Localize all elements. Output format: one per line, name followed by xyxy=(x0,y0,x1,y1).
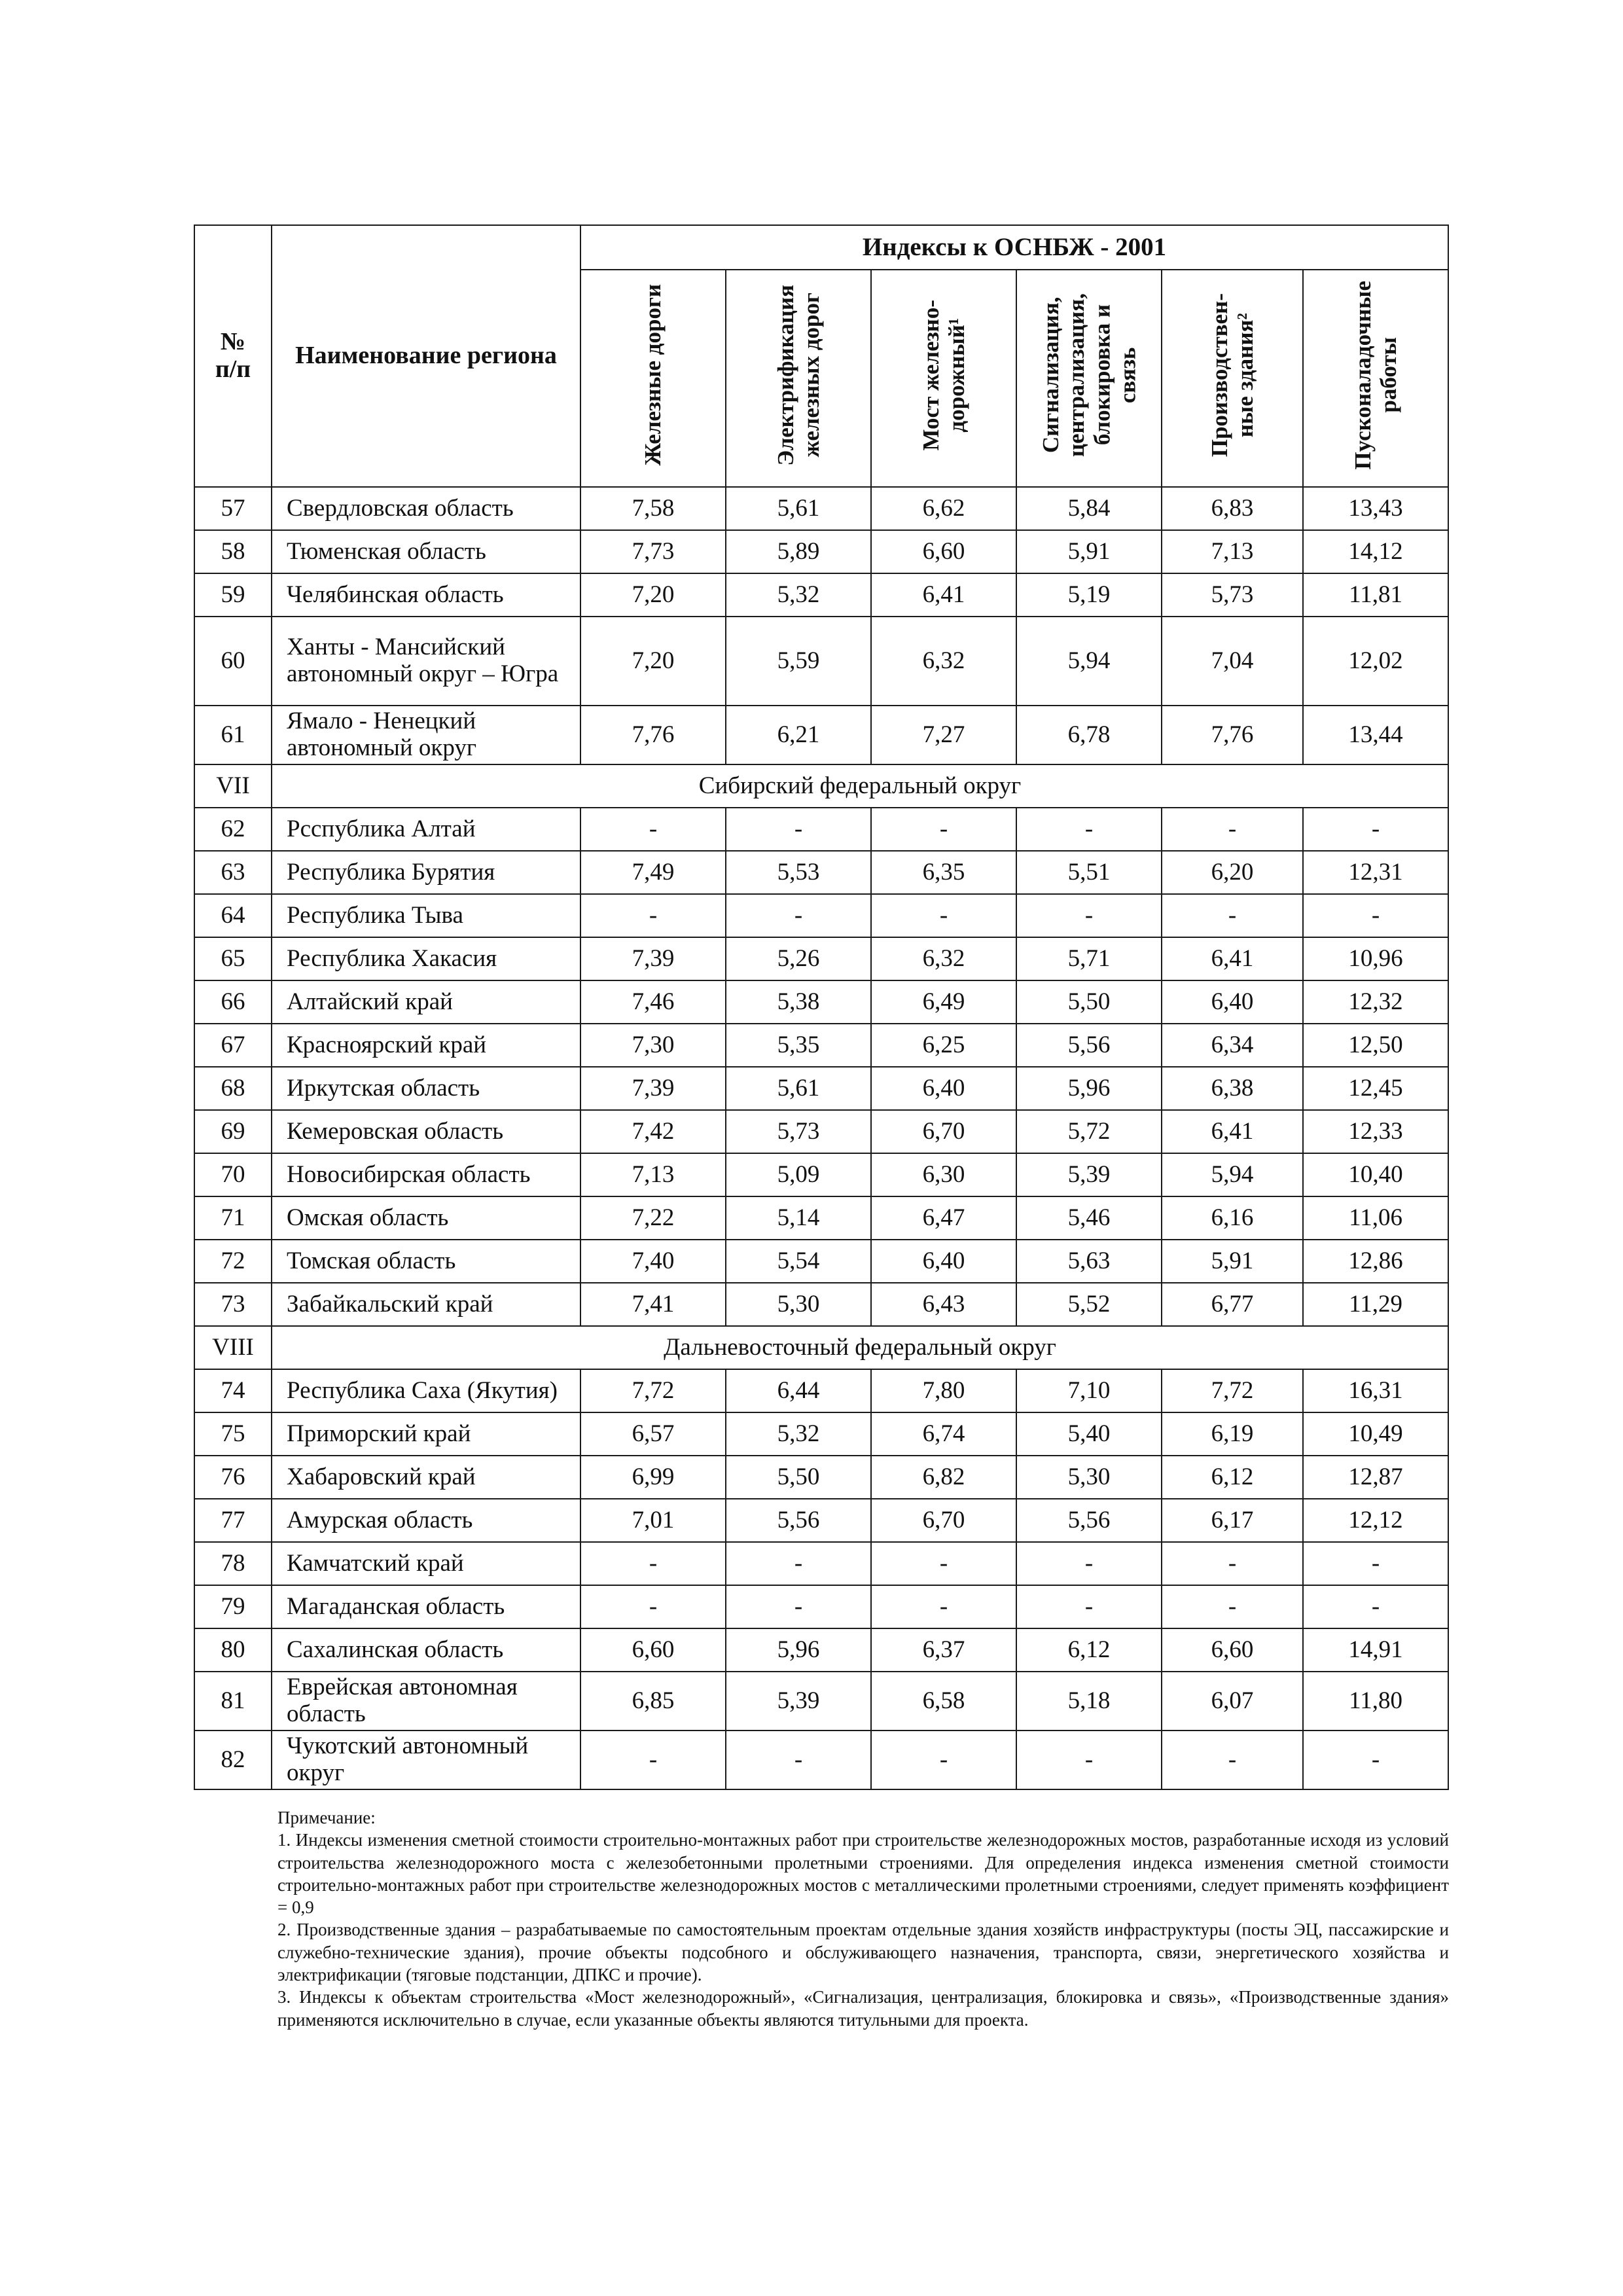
index-value: 12,02 xyxy=(1303,617,1448,706)
index-value: - xyxy=(1162,1731,1303,1789)
index-value: 5,40 xyxy=(1016,1412,1162,1456)
index-value: 5,30 xyxy=(726,1283,871,1326)
index-value: 7,39 xyxy=(580,1067,726,1110)
header-col-bridge: Мост железно- дорожный¹ xyxy=(871,270,1016,487)
row-number: 79 xyxy=(194,1585,272,1628)
row-number: 72 xyxy=(194,1240,272,1283)
index-value: 6,41 xyxy=(871,573,1016,617)
index-value: 5,84 xyxy=(1016,487,1162,530)
index-value: 5,35 xyxy=(726,1024,871,1067)
index-value: - xyxy=(580,808,726,851)
index-value: 5,30 xyxy=(1016,1456,1162,1499)
index-value: 6,47 xyxy=(871,1196,1016,1240)
index-value: 7,42 xyxy=(580,1110,726,1153)
index-value: 7,76 xyxy=(580,706,726,764)
region-name: Республика Тыва xyxy=(272,894,580,937)
index-value: 5,54 xyxy=(726,1240,871,1283)
region-name: Чукотский автономный округ xyxy=(272,1731,580,1789)
region-name: Челябинская область xyxy=(272,573,580,617)
index-value: 5,59 xyxy=(726,617,871,706)
region-name: Республика Хакасия xyxy=(272,937,580,980)
index-value: 11,06 xyxy=(1303,1196,1448,1240)
region-name: Республика Саха (Якутия) xyxy=(272,1369,580,1412)
row-number: 75 xyxy=(194,1412,272,1456)
index-value: 6,78 xyxy=(1016,706,1162,764)
index-value: 5,96 xyxy=(1016,1067,1162,1110)
region-name: Кемеровская область xyxy=(272,1110,580,1153)
region-name: Сахалинская область xyxy=(272,1628,580,1672)
index-value: 5,94 xyxy=(1162,1153,1303,1196)
table-row xyxy=(194,1628,1448,1672)
table-row xyxy=(194,851,1448,894)
index-value: - xyxy=(580,1731,726,1789)
index-value: 11,80 xyxy=(1303,1672,1448,1731)
region-name: Свердловская область xyxy=(272,487,580,530)
index-value: 10,40 xyxy=(1303,1153,1448,1196)
index-value: 5,73 xyxy=(726,1110,871,1153)
table-row xyxy=(194,706,1448,764)
section-number: VII xyxy=(194,764,272,808)
index-value: 6,34 xyxy=(1162,1024,1303,1067)
index-value: 6,32 xyxy=(871,937,1016,980)
index-value: 6,60 xyxy=(1162,1628,1303,1672)
index-value: 5,38 xyxy=(726,980,871,1024)
index-value: 7,30 xyxy=(580,1024,726,1067)
index-value: 6,20 xyxy=(1162,851,1303,894)
index-value: 6,74 xyxy=(871,1412,1016,1456)
index-value: - xyxy=(580,894,726,937)
index-value: 10,49 xyxy=(1303,1412,1448,1456)
index-value: 5,39 xyxy=(726,1672,871,1731)
row-number: 59 xyxy=(194,573,272,617)
index-value: 5,50 xyxy=(1016,980,1162,1024)
index-value: 5,73 xyxy=(1162,573,1303,617)
index-value: 5,91 xyxy=(1162,1240,1303,1283)
region-name: Приморский край xyxy=(272,1412,580,1456)
index-value: 7,40 xyxy=(580,1240,726,1283)
index-value: 12,32 xyxy=(1303,980,1448,1024)
index-value: 7,72 xyxy=(1162,1369,1303,1412)
header-col-railways: Железные дороги xyxy=(580,270,726,487)
index-value: - xyxy=(726,1585,871,1628)
index-value: 5,96 xyxy=(726,1628,871,1672)
section-title: Сибирский федеральный округ xyxy=(272,764,1448,808)
table-row xyxy=(194,530,1448,573)
index-value: 6,40 xyxy=(1162,980,1303,1024)
index-value: 7,46 xyxy=(580,980,726,1024)
header-indices-title: Индексы к ОСНБЖ - 2001 xyxy=(580,225,1448,270)
index-value: 6,43 xyxy=(871,1283,1016,1326)
region-name: Тюменская область xyxy=(272,530,580,573)
row-number: 61 xyxy=(194,706,272,764)
index-value: 6,40 xyxy=(871,1240,1016,1283)
row-number: 73 xyxy=(194,1283,272,1326)
index-value: - xyxy=(1162,1542,1303,1585)
table-row xyxy=(194,1283,1448,1326)
notes-title: Примечание: xyxy=(277,1808,376,1827)
row-number: 82 xyxy=(194,1731,272,1789)
header-num: № п/п xyxy=(194,225,272,487)
index-value: - xyxy=(1303,894,1448,937)
index-value: 5,91 xyxy=(1016,530,1162,573)
index-value: 12,33 xyxy=(1303,1110,1448,1153)
index-value: 6,44 xyxy=(726,1369,871,1412)
table-row xyxy=(194,1153,1448,1196)
index-value: 6,35 xyxy=(871,851,1016,894)
region-name: Республика Бурятия xyxy=(272,851,580,894)
note-item: 3. Индексы к объектам строительства «Мост железнодорожный», «Сигнализация, централизация, блокировка и связь», «Производственные здания» применяются исключительно в случае, если указанные объекты являются титульными для проекта. xyxy=(277,1987,1449,2030)
index-value: 5,50 xyxy=(726,1456,871,1499)
table-row xyxy=(194,1240,1448,1283)
index-value: 6,25 xyxy=(871,1024,1016,1067)
index-value: - xyxy=(871,1585,1016,1628)
row-number: 65 xyxy=(194,937,272,980)
index-value: 6,38 xyxy=(1162,1067,1303,1110)
note-item: 1. Индексы изменения сметной стоимости строительно-монтажных работ при строительстве железнодорожных мостов, разработанные исходя из условий строительства железнодорожного моста с железобетонными пролетными строениями. Для определения индекса изменения сметной стоимости строительно-монтажных работ при строительстве железнодорожных мостов с металлическими пролетными строениями, следует применять коэффициент = 0,9 xyxy=(277,1830,1449,1918)
index-value: 6,41 xyxy=(1162,937,1303,980)
index-value: - xyxy=(1016,894,1162,937)
row-number: 63 xyxy=(194,851,272,894)
index-value: 5,71 xyxy=(1016,937,1162,980)
index-value: 6,58 xyxy=(871,1672,1016,1731)
index-value: 7,13 xyxy=(1162,530,1303,573)
index-value: - xyxy=(871,1731,1016,1789)
index-value: 5,39 xyxy=(1016,1153,1162,1196)
index-value: - xyxy=(1303,1585,1448,1628)
index-value: 6,77 xyxy=(1162,1283,1303,1326)
header-region-name: Наименование региона xyxy=(272,225,580,487)
row-number: 66 xyxy=(194,980,272,1024)
index-value: - xyxy=(1162,808,1303,851)
index-value: - xyxy=(580,1585,726,1628)
index-value: 5,46 xyxy=(1016,1196,1162,1240)
row-number: 67 xyxy=(194,1024,272,1067)
index-value: 6,99 xyxy=(580,1456,726,1499)
header-col-signaling: Сигнализация, централизация, блокировка и связь xyxy=(1016,270,1162,487)
table-row xyxy=(194,573,1448,617)
index-value: - xyxy=(726,1731,871,1789)
index-value: 6,82 xyxy=(871,1456,1016,1499)
table-row xyxy=(194,487,1448,530)
section-number: VIII xyxy=(194,1326,272,1369)
index-value: - xyxy=(1162,1585,1303,1628)
index-value: 12,87 xyxy=(1303,1456,1448,1499)
index-value: - xyxy=(1016,1585,1162,1628)
table-row xyxy=(194,1585,1448,1628)
region-name: Рсспублика Алтай xyxy=(272,808,580,851)
index-value: 5,72 xyxy=(1016,1110,1162,1153)
index-value: 5,63 xyxy=(1016,1240,1162,1283)
table-row xyxy=(194,617,1448,706)
index-value: 16,31 xyxy=(1303,1369,1448,1412)
notes-block xyxy=(277,1806,1449,2031)
index-value: 7,04 xyxy=(1162,617,1303,706)
table-row xyxy=(194,1196,1448,1240)
index-value: 7,13 xyxy=(580,1153,726,1196)
index-value: 11,29 xyxy=(1303,1283,1448,1326)
index-value: 6,85 xyxy=(580,1672,726,1731)
index-value: 5,32 xyxy=(726,1412,871,1456)
index-value: 7,80 xyxy=(871,1369,1016,1412)
table-row xyxy=(194,937,1448,980)
index-value: 12,50 xyxy=(1303,1024,1448,1067)
index-value: 10,96 xyxy=(1303,937,1448,980)
table-row xyxy=(194,1369,1448,1412)
index-value: 7,20 xyxy=(580,573,726,617)
index-value: - xyxy=(1162,894,1303,937)
index-value: - xyxy=(726,808,871,851)
index-value: 6,12 xyxy=(1016,1628,1162,1672)
index-value: - xyxy=(1303,1542,1448,1585)
index-value: 7,22 xyxy=(580,1196,726,1240)
index-value: 5,19 xyxy=(1016,573,1162,617)
region-name: Алтайский край xyxy=(272,980,580,1024)
index-value: 5,14 xyxy=(726,1196,871,1240)
index-value: 5,56 xyxy=(1016,1499,1162,1542)
index-value: - xyxy=(1303,808,1448,851)
index-value: 6,12 xyxy=(1162,1456,1303,1499)
index-value: 7,58 xyxy=(580,487,726,530)
index-value: 12,12 xyxy=(1303,1499,1448,1542)
row-number: 69 xyxy=(194,1110,272,1153)
index-value: 6,70 xyxy=(871,1110,1016,1153)
index-value: - xyxy=(1016,1542,1162,1585)
index-value: 5,53 xyxy=(726,851,871,894)
region-name: Томская область xyxy=(272,1240,580,1283)
table-row xyxy=(194,1731,1448,1789)
index-value: 7,73 xyxy=(580,530,726,573)
row-number: 64 xyxy=(194,894,272,937)
index-value: 13,44 xyxy=(1303,706,1448,764)
row-number: 58 xyxy=(194,530,272,573)
header-col-commissioning: Пусконаладочные работы xyxy=(1303,270,1448,487)
index-value: 6,49 xyxy=(871,980,1016,1024)
index-value: 6,57 xyxy=(580,1412,726,1456)
indices-table xyxy=(194,224,1449,1790)
index-value: 7,27 xyxy=(871,706,1016,764)
index-value: 6,17 xyxy=(1162,1499,1303,1542)
row-number: 78 xyxy=(194,1542,272,1585)
index-value: 6,19 xyxy=(1162,1412,1303,1456)
index-value: 5,18 xyxy=(1016,1672,1162,1731)
region-name: Красноярский край xyxy=(272,1024,580,1067)
table-row xyxy=(194,1024,1448,1067)
index-value: 12,31 xyxy=(1303,851,1448,894)
region-name: Забайкальский край xyxy=(272,1283,580,1326)
index-value: 5,94 xyxy=(1016,617,1162,706)
row-number: 71 xyxy=(194,1196,272,1240)
index-value: 5,32 xyxy=(726,573,871,617)
index-value: 6,07 xyxy=(1162,1672,1303,1731)
row-number: 62 xyxy=(194,808,272,851)
index-value: - xyxy=(726,1542,871,1585)
index-value: 5,89 xyxy=(726,530,871,573)
index-value: - xyxy=(871,808,1016,851)
index-value: 7,10 xyxy=(1016,1369,1162,1412)
table-row xyxy=(194,1499,1448,1542)
index-value: 14,91 xyxy=(1303,1628,1448,1672)
index-value: 6,21 xyxy=(726,706,871,764)
index-value: 5,09 xyxy=(726,1153,871,1196)
table-row xyxy=(194,980,1448,1024)
index-value: 7,76 xyxy=(1162,706,1303,764)
section-row xyxy=(194,1326,1448,1369)
table-row xyxy=(194,808,1448,851)
row-number: 60 xyxy=(194,617,272,706)
index-value: 7,49 xyxy=(580,851,726,894)
row-number: 70 xyxy=(194,1153,272,1196)
index-value: - xyxy=(1016,808,1162,851)
header-col-buildings: Производствен- ные здания² xyxy=(1162,270,1303,487)
index-value: 6,41 xyxy=(1162,1110,1303,1153)
index-value: 5,61 xyxy=(726,1067,871,1110)
header-col-electrification: Электрификация железных дорог xyxy=(726,270,871,487)
note-item: 2. Производственные здания – разрабатываемые по самостоятельным проектам отдельные здания хозяйств инфраструктуры (посты ЭЦ, пассажирские и служебно-технические здания), прочие объекты подсобного и обслуживающего назначения, транспорта, связи, энергетического хозяйства и электрификации (тяговые подстанции, ДПКС и прочие). xyxy=(277,1920,1449,1984)
index-value: - xyxy=(580,1542,726,1585)
table-row xyxy=(194,1672,1448,1731)
index-value: 6,30 xyxy=(871,1153,1016,1196)
section-title: Дальневосточный федеральный округ xyxy=(272,1326,1448,1369)
row-number: 57 xyxy=(194,487,272,530)
region-name: Омская область xyxy=(272,1196,580,1240)
index-value: 12,86 xyxy=(1303,1240,1448,1283)
region-name: Камчатский край xyxy=(272,1542,580,1585)
index-value: 6,40 xyxy=(871,1067,1016,1110)
region-name: Хабаровский край xyxy=(272,1456,580,1499)
row-number: 76 xyxy=(194,1456,272,1499)
index-value: 7,72 xyxy=(580,1369,726,1412)
index-value: 7,41 xyxy=(580,1283,726,1326)
region-name: Магаданская область xyxy=(272,1585,580,1628)
section-row xyxy=(194,764,1448,808)
table-row xyxy=(194,1456,1448,1499)
index-value: 5,51 xyxy=(1016,851,1162,894)
index-value: 6,60 xyxy=(580,1628,726,1672)
index-value: - xyxy=(871,894,1016,937)
index-value: 7,01 xyxy=(580,1499,726,1542)
table-row xyxy=(194,894,1448,937)
index-value: 7,20 xyxy=(580,617,726,706)
index-value: 11,81 xyxy=(1303,573,1448,617)
index-value: - xyxy=(726,894,871,937)
table-row xyxy=(194,1542,1448,1585)
index-value: - xyxy=(871,1542,1016,1585)
region-name: Ханты - Мансийский автономный округ – Югра xyxy=(272,617,580,706)
row-number: 80 xyxy=(194,1628,272,1672)
index-value: 5,61 xyxy=(726,487,871,530)
row-number: 68 xyxy=(194,1067,272,1110)
table-body xyxy=(194,487,1448,1789)
index-value: 6,70 xyxy=(871,1499,1016,1542)
index-value: - xyxy=(1303,1731,1448,1789)
table-row xyxy=(194,1067,1448,1110)
index-value: 13,43 xyxy=(1303,487,1448,530)
index-value: 6,62 xyxy=(871,487,1016,530)
index-value: 5,56 xyxy=(1016,1024,1162,1067)
region-name: Амурская область xyxy=(272,1499,580,1542)
row-number: 74 xyxy=(194,1369,272,1412)
index-value: 6,37 xyxy=(871,1628,1016,1672)
index-value: 5,52 xyxy=(1016,1283,1162,1326)
index-value: 5,26 xyxy=(726,937,871,980)
index-value: 7,39 xyxy=(580,937,726,980)
index-value: 6,16 xyxy=(1162,1196,1303,1240)
region-name: Ямало - Ненецкий автономный округ xyxy=(272,706,580,764)
region-name: Еврейская автономная область xyxy=(272,1672,580,1731)
table-row xyxy=(194,1110,1448,1153)
index-value: 12,45 xyxy=(1303,1067,1448,1110)
region-name: Новосибирская область xyxy=(272,1153,580,1196)
row-number: 81 xyxy=(194,1672,272,1731)
index-value: 6,83 xyxy=(1162,487,1303,530)
table-row xyxy=(194,1412,1448,1456)
index-value: 6,60 xyxy=(871,530,1016,573)
index-value: 5,56 xyxy=(726,1499,871,1542)
index-value: 14,12 xyxy=(1303,530,1448,573)
index-value: 6,32 xyxy=(871,617,1016,706)
index-value: - xyxy=(1016,1731,1162,1789)
row-number: 77 xyxy=(194,1499,272,1542)
region-name: Иркутская область xyxy=(272,1067,580,1110)
